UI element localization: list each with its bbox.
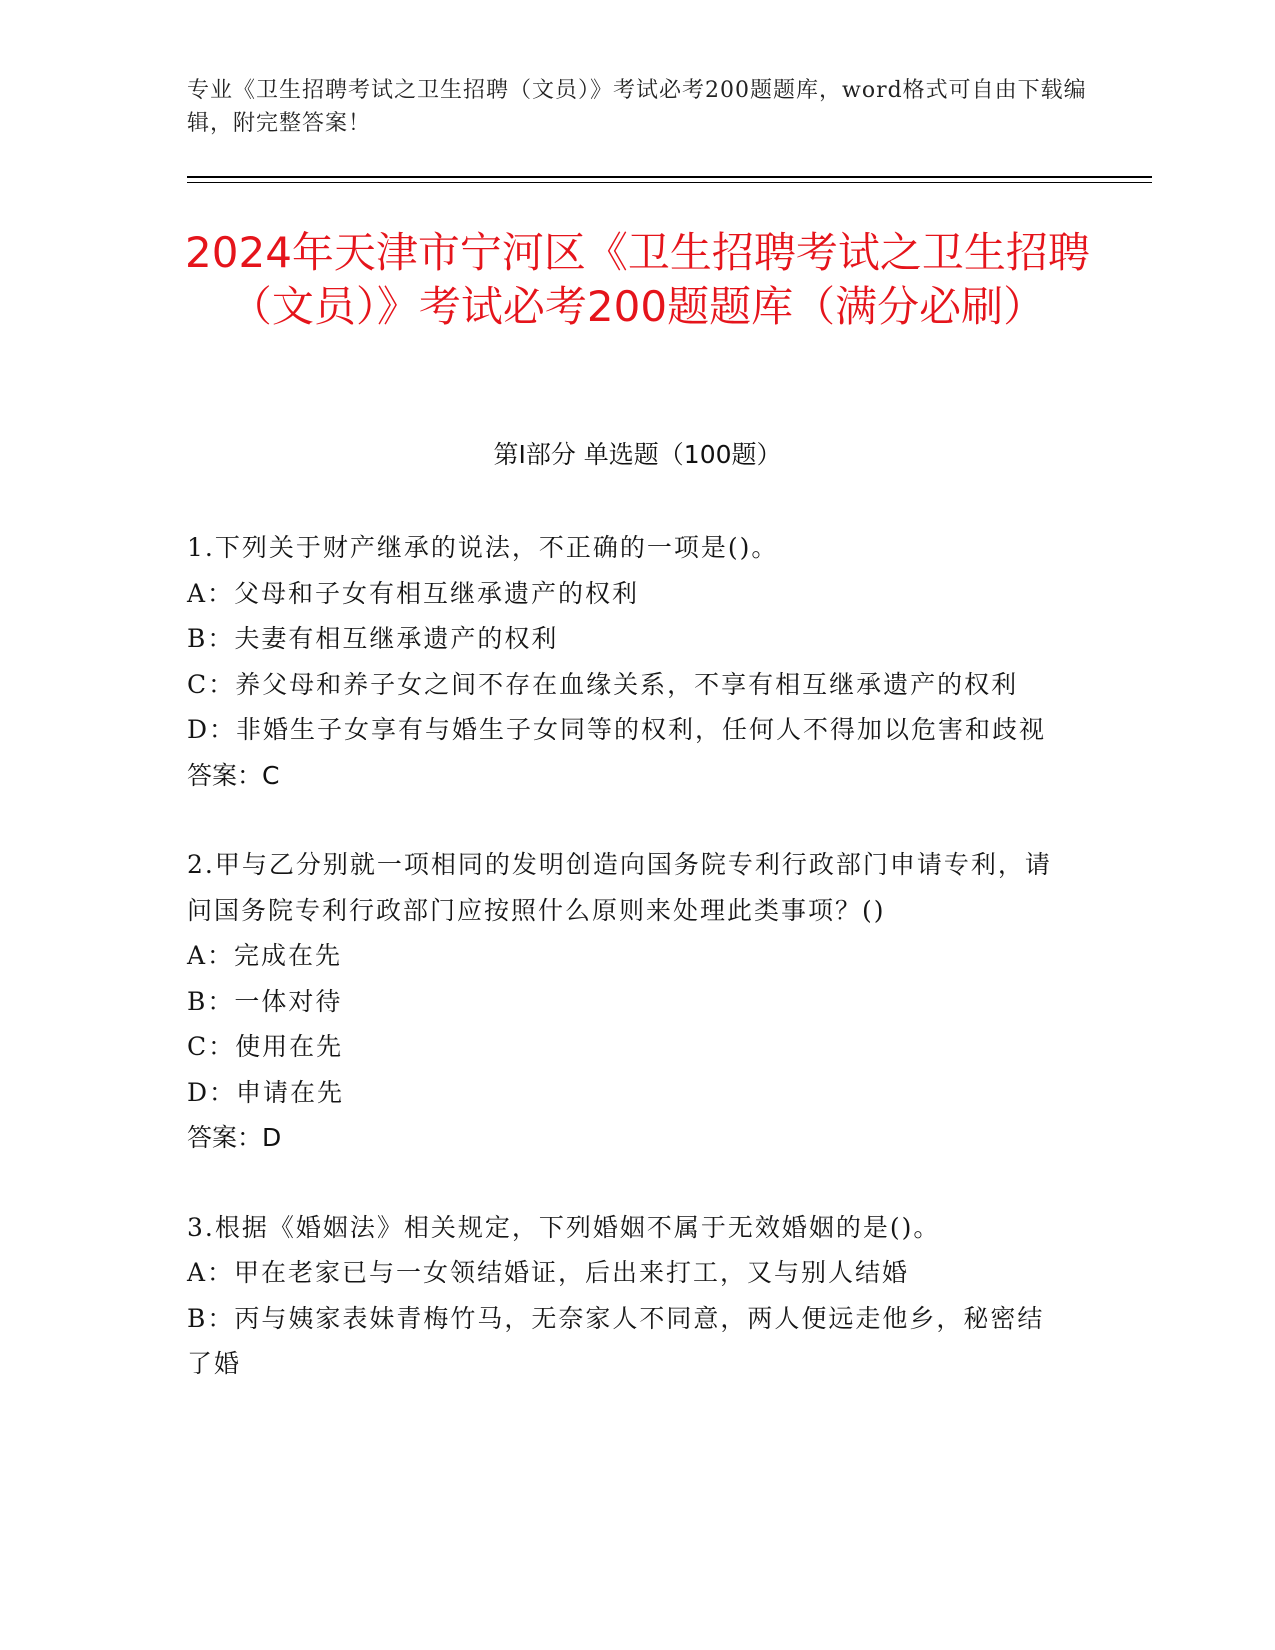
option-a: A：完成在先 [187, 941, 343, 970]
option-a: A：父母和子女有相互继承遗产的权利 [187, 578, 640, 608]
question-3 [187, 1205, 1067, 1387]
question-stem: 1.下列关于财产继承的说法，不正确的一项是()。 [187, 533, 779, 562]
question-list [187, 525, 1067, 1431]
header-note: 专业《卫生招聘考试之卫生招聘（文员）》考试必考200题题库，word格式可自由下载编辑，附完整答案！ [187, 78, 1087, 136]
section-heading: 第I部分 单选题（100题） [493, 440, 782, 469]
question-stem: 2.甲与乙分别就一项相同的发明创造向国务院专利行政部门申请专利，请问国务院专利行政部门应按照什么原则来处理此类事项？() [187, 850, 1052, 925]
answer: 答案：C [187, 760, 280, 790]
option-b: B：夫妻有相互继承遗产的权利 [187, 624, 559, 653]
option-c: C：使用在先 [187, 1032, 344, 1061]
question-1 [187, 525, 1067, 798]
question-stem: 3.根据《婚姻法》相关规定，下列婚姻不属于无效婚姻的是()。 [187, 1212, 941, 1242]
header-rule-thick [187, 176, 1152, 178]
option-a: A：甲在老家已与一女领结婚证，后出来打工，又与别人结婚 [187, 1258, 910, 1287]
option-b: B：一体对待 [187, 986, 343, 1016]
document-title: 2024年天津市宁河区《卫生招聘考试之卫生招聘（文员）》考试必考200题题库（满分必刷） [185, 228, 1090, 331]
answer: 答案：D [187, 1123, 282, 1152]
option-b: B：丙与姨家表妹青梅竹马，无奈家人不同意，两人便远走他乡，秘密结了婚 [187, 1303, 1045, 1378]
question-2 [187, 842, 1067, 1161]
option-d: D：非婚生子女享有与婚生子女同等的权利，任何人不得加以危害和歧视 [187, 715, 1047, 744]
option-c: C：养父母和养子女之间不存在血缘关系，不享有相互继承遗产的权利 [187, 669, 1019, 699]
option-d: D：申请在先 [187, 1077, 345, 1107]
header-rule-thin [187, 182, 1152, 183]
